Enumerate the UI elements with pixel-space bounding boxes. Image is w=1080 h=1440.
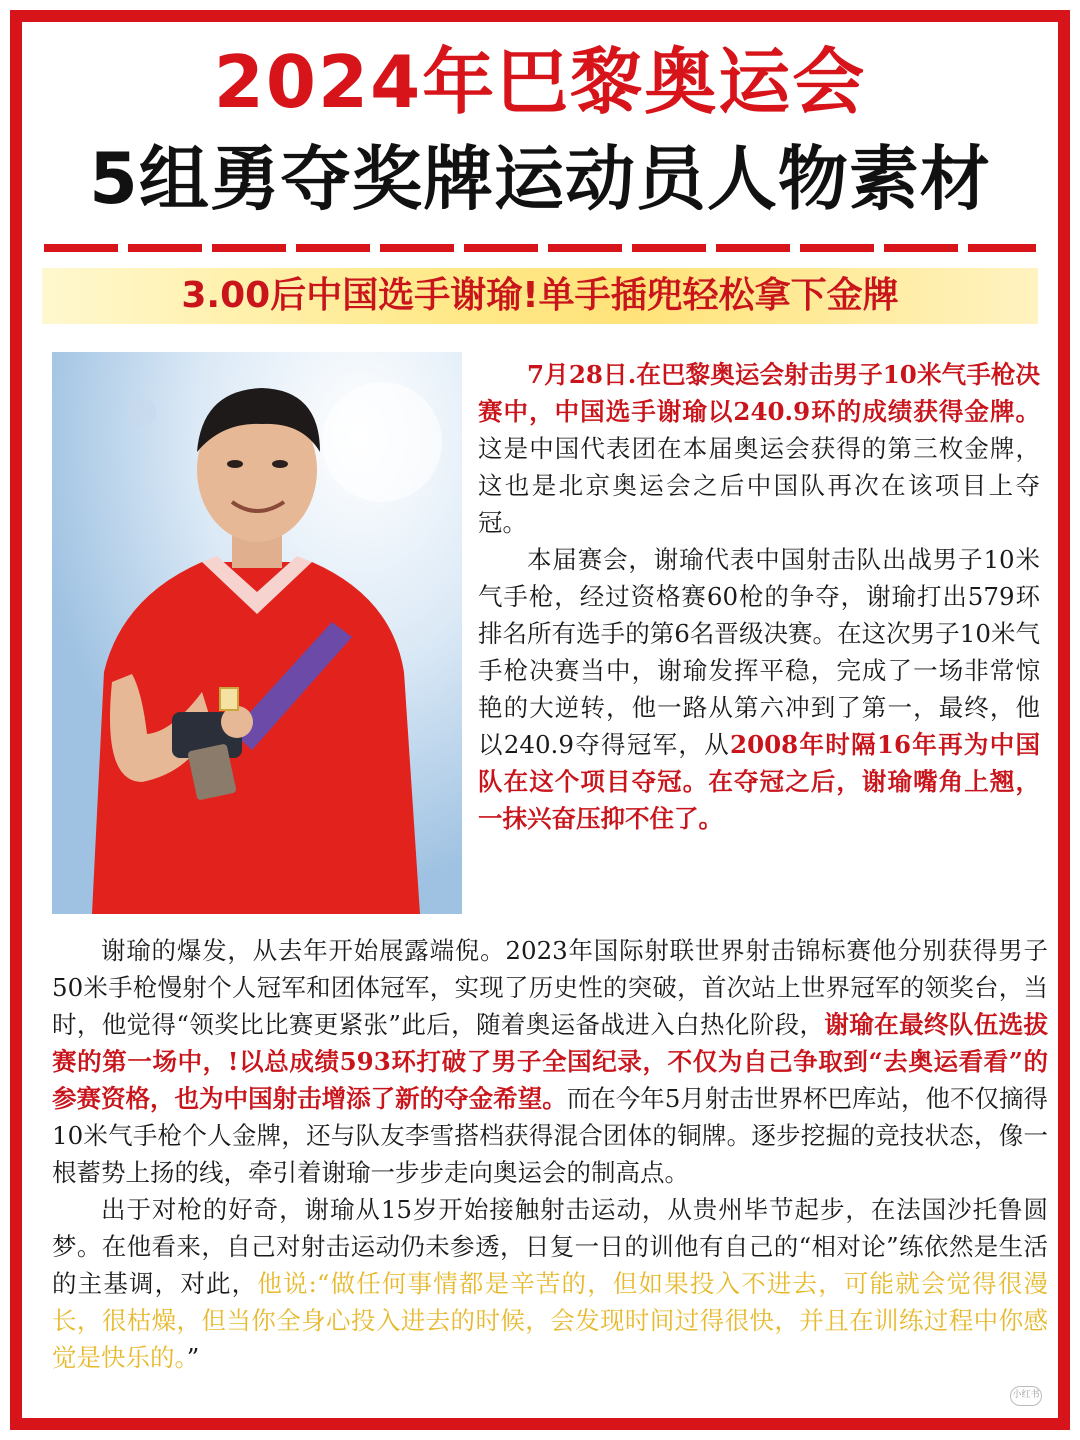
- highlight-text: 7月28日.在巴黎奥运会射击男子10米气手枪决赛中，中国选手谢瑜以240.9环的成绩获得金牌。: [478, 360, 1040, 426]
- quote-text: 他说:“做任何事情都是辛苦的，但如果投入不进去，可能就会觉得很漫长，很枯燥，但当你全身心投入进去的时候，会发现时间过得很快，并且在训练过程中你感觉是快乐的。: [52, 1269, 1048, 1372]
- section-heading: 3.00后中国选手谢瑜!单手插兜轻松拿下金牌: [42, 268, 1038, 324]
- highlight-text: 谢瑜在最终队伍选拔赛的第一场中，!以总成绩593环打破了男子全国纪录，不仅为自己争取到“去奥运看看”的参赛资格，也为中国射击增添了新的夺金希望。: [52, 1010, 1048, 1113]
- paragraph-1: [478, 356, 1040, 541]
- athlete-photo: [52, 352, 462, 914]
- body-text: 本届赛会，谢瑜代表中国射击队出战男子10米气手枪，经过资格赛60枪的争夺，谢瑜打出579环排名所有选手的第6名晋级决赛。在这次男子10米气手枪决赛当中，谢瑜发挥平稳，完成了一场非常惊艳的大逆转，他一路从第六冲到了第一，最终，他以240.9夺得冠军，从: [478, 545, 1040, 759]
- body-text: 而在今年5月射击世界杯巴库站，他不仅摘得10米气手枪个人金牌，还与队友李雪搭档获得混合团体的铜牌。逐步挖掘的竞技状态，像一根蓄势上扬的线，牵引着谢瑜一步步走向奥运会的制高点。: [52, 1084, 1048, 1187]
- athlete-illustration: [52, 352, 462, 914]
- dashed-divider: [44, 244, 1036, 252]
- body-text: 这是中国代表团在本届奥运会获得的第三枚金牌，这也是北京奥运会之后中国队再次在该项目上夺冠。: [478, 434, 1040, 537]
- body-text: 出于对枪的好奇，谢瑜从15岁开始接触射击运动，从贵州毕节起步，在法国沙托鲁圆梦。在他看来，自己对射击运动仍未参透，日复一日的训他有自己的“相对论”练依然是生活的主基调，对此，: [52, 1195, 1048, 1298]
- page-frame: [10, 10, 1070, 1430]
- paragraph-2: [478, 541, 1040, 837]
- page-title: 2024年巴黎奥运会: [213, 40, 867, 124]
- paragraph-4: [52, 1191, 1048, 1376]
- highlight-text: 2008年时隔16年再为中国队在这个项目夺冠。在夺冠之后，谢瑜嘴角上翘，一抹兴奋压抑不住了。: [478, 730, 1040, 833]
- article-body: [52, 932, 1048, 1376]
- page-subtitle: 5组勇夺奖牌运动员人物素材: [89, 138, 991, 220]
- watermark-logo: 小红书: [1010, 1386, 1042, 1406]
- article-intro: [478, 356, 1040, 837]
- body-text: ”: [186, 1343, 200, 1372]
- paragraph-3: [52, 932, 1048, 1191]
- body-text: 谢瑜的爆发，从去年开始展露端倪。2023年国际射联世界射击锦标赛他分别获得男子50米手枪慢射个人冠军和团体冠军，实现了历史性的突破，首次站上世界冠军的领奖台，当时，他觉得“领奖比比赛更紧张”此后，随着奥运备战进入白热化阶段，: [52, 936, 1048, 1039]
